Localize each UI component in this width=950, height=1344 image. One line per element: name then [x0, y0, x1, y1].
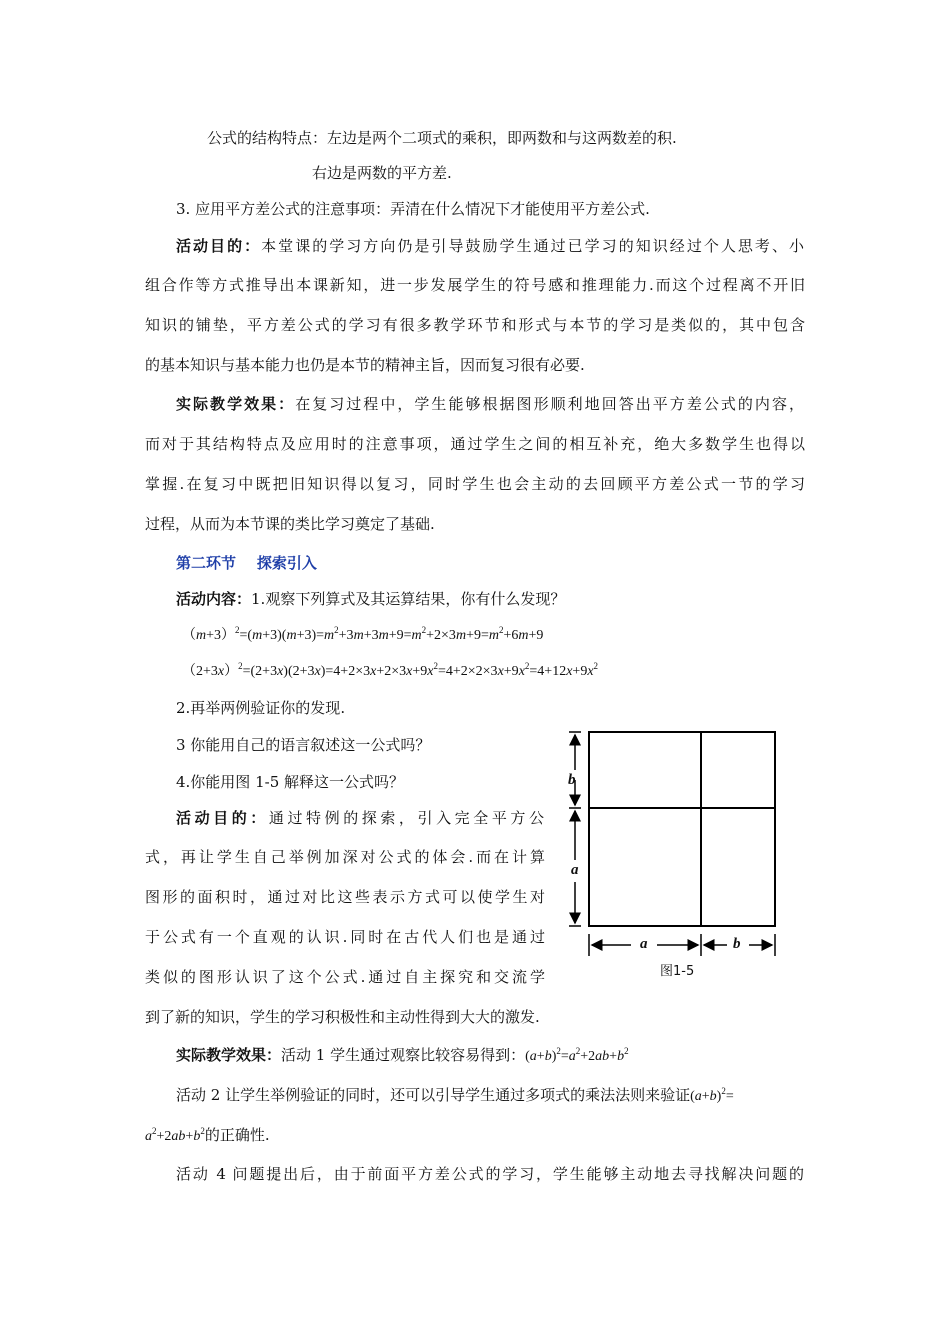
purpose-paragraph-line: 组合作等方式推导出本课新知，进一步发展学生的符号感和推理能力.而这个过程离不开旧	[145, 276, 805, 294]
structure-feature-right-line: 右边是两数的平方差.	[312, 164, 452, 182]
note-item-3: 3. 应用平方差公式的注意事项：弄清在什么情况下才能使用平方差公式.	[176, 200, 650, 218]
effect2-line-4: 活动 4 问题提出后，由于前面平方差公式的学习，学生能够主动地去寻找解决问题的	[176, 1165, 804, 1183]
purpose-paragraph-line	[176, 236, 804, 256]
question-4: 4.你能用图 1-5 解释这一公式吗？	[176, 773, 405, 791]
purpose2-paragraph-line: 式，再让学生自己举例加深对公式的体会.而在计算	[145, 848, 545, 866]
purpose-paragraph-line: 的基本知识与基本能力也仍是本节的精神主旨，因而复习很有必要.	[145, 356, 585, 374]
content-question-1	[176, 589, 565, 609]
formula-square-sum: $(a+b)^2=a^2+2ab+b^2$	[525, 1046, 629, 1064]
purpose2-text: 通过特例的探索，引入完全平方公	[268, 809, 544, 827]
effect2-text-2: 活动 2 让学生举例验证的同时，还可以引导学生通过多项式的乘法法则来验证	[176, 1086, 691, 1104]
section-title: 第二环节 探索引入	[176, 554, 317, 572]
effect2-line-2: 活动 2 让学生举例验证的同时，还可以引导学生通过多项式的乘法法则来验证$(a+b)^2=$	[176, 1086, 734, 1104]
effect2-line-3: $a^2+2ab+b^2$的正确性.	[145, 1126, 270, 1144]
purpose2-paragraph-line: 类似的图形认识了这个公式.通过自主探究和交流学	[145, 968, 545, 986]
figure-1-5	[555, 720, 795, 980]
purpose2-paragraph-line	[176, 808, 544, 828]
formula-line-1: $(m+3)^2=(m+3)(m+3)=m^2+3m+3m+9=m^2+2\times 3m+9=m^2+6m+9$	[182, 625, 544, 643]
purpose2-paragraph-line: 到了新的知识，学生的学习积极性和主动性得到大大的激发.	[145, 1008, 540, 1026]
figure-label-a-left: a	[571, 862, 579, 878]
purpose2-label: 活动目的：	[176, 809, 269, 827]
question-3: 3 你能用自己的语言叙述这一公式吗？	[176, 736, 431, 754]
effect-text: 在复习过程中，学生能够根据图形顺利地回答出平方差公式的内容，	[295, 395, 804, 413]
question-2: 2.再举两例验证你的发现.	[176, 699, 346, 717]
effect-paragraph-line: 而对于其结构特点及应用时的注意事项，通过学生之间的相互补充，绝大多数学生也得以	[145, 435, 805, 453]
content-label: 活动内容：	[176, 590, 252, 608]
effect-paragraph-line	[176, 394, 804, 414]
figure-label-b-left: b	[568, 772, 576, 788]
effect-paragraph-line: 过程，从而为本节课的类比学习奠定了基础.	[145, 515, 435, 533]
effect2-label: 实际教学效果：	[176, 1046, 282, 1064]
purpose2-paragraph-line: 于公式有一个直观的认识.同时在古代人们也是通过	[145, 928, 545, 946]
figure-label-b-bottom: b	[733, 936, 741, 952]
structure-feature-line: 公式的结构特点：左边是两个二项式的乘积，即两数和与这两数差的积.	[207, 129, 677, 147]
purpose-paragraph-line: 知识的铺垫，平方差公式的学习有很多教学环节和形式与本节的学习是类似的，其中包含	[145, 316, 805, 334]
effect2-line-1	[176, 1045, 629, 1067]
formula-line-2: $(2+3x)^2=(2+3x)(2+3x)=4+2\times 3x+2\times 3x+9x^2=4+2\times 2\times 3x+9x^2=4+12x+9x^2$	[182, 661, 599, 679]
effect2-text-3: 的正确性.	[204, 1126, 270, 1144]
content-text: 1.观察下列算式及其运算结果，你有什么发现？	[251, 590, 566, 608]
figure-caption: 图1-5	[660, 964, 695, 979]
effect2-text: 活动 1 学生通过观察比较容易得到：	[281, 1046, 526, 1064]
figure-label-a-bottom: a	[640, 936, 648, 952]
outer-square	[589, 732, 775, 926]
purpose-label: 活动目的：	[176, 237, 262, 255]
effect-paragraph-line: 掌握.在复习中既把旧知识得以复习，同时学生也会主动的去回顾平方差公式一节的学习	[145, 475, 805, 493]
purpose2-paragraph-line: 图形的面积时，通过对比这些表示方式可以使学生对	[145, 888, 545, 906]
purpose-text: 本堂课的学习方向仍是引导鼓励学生通过已学习的知识经过个人思考、小	[261, 237, 804, 255]
effect-label: 实际教学效果：	[176, 395, 296, 413]
